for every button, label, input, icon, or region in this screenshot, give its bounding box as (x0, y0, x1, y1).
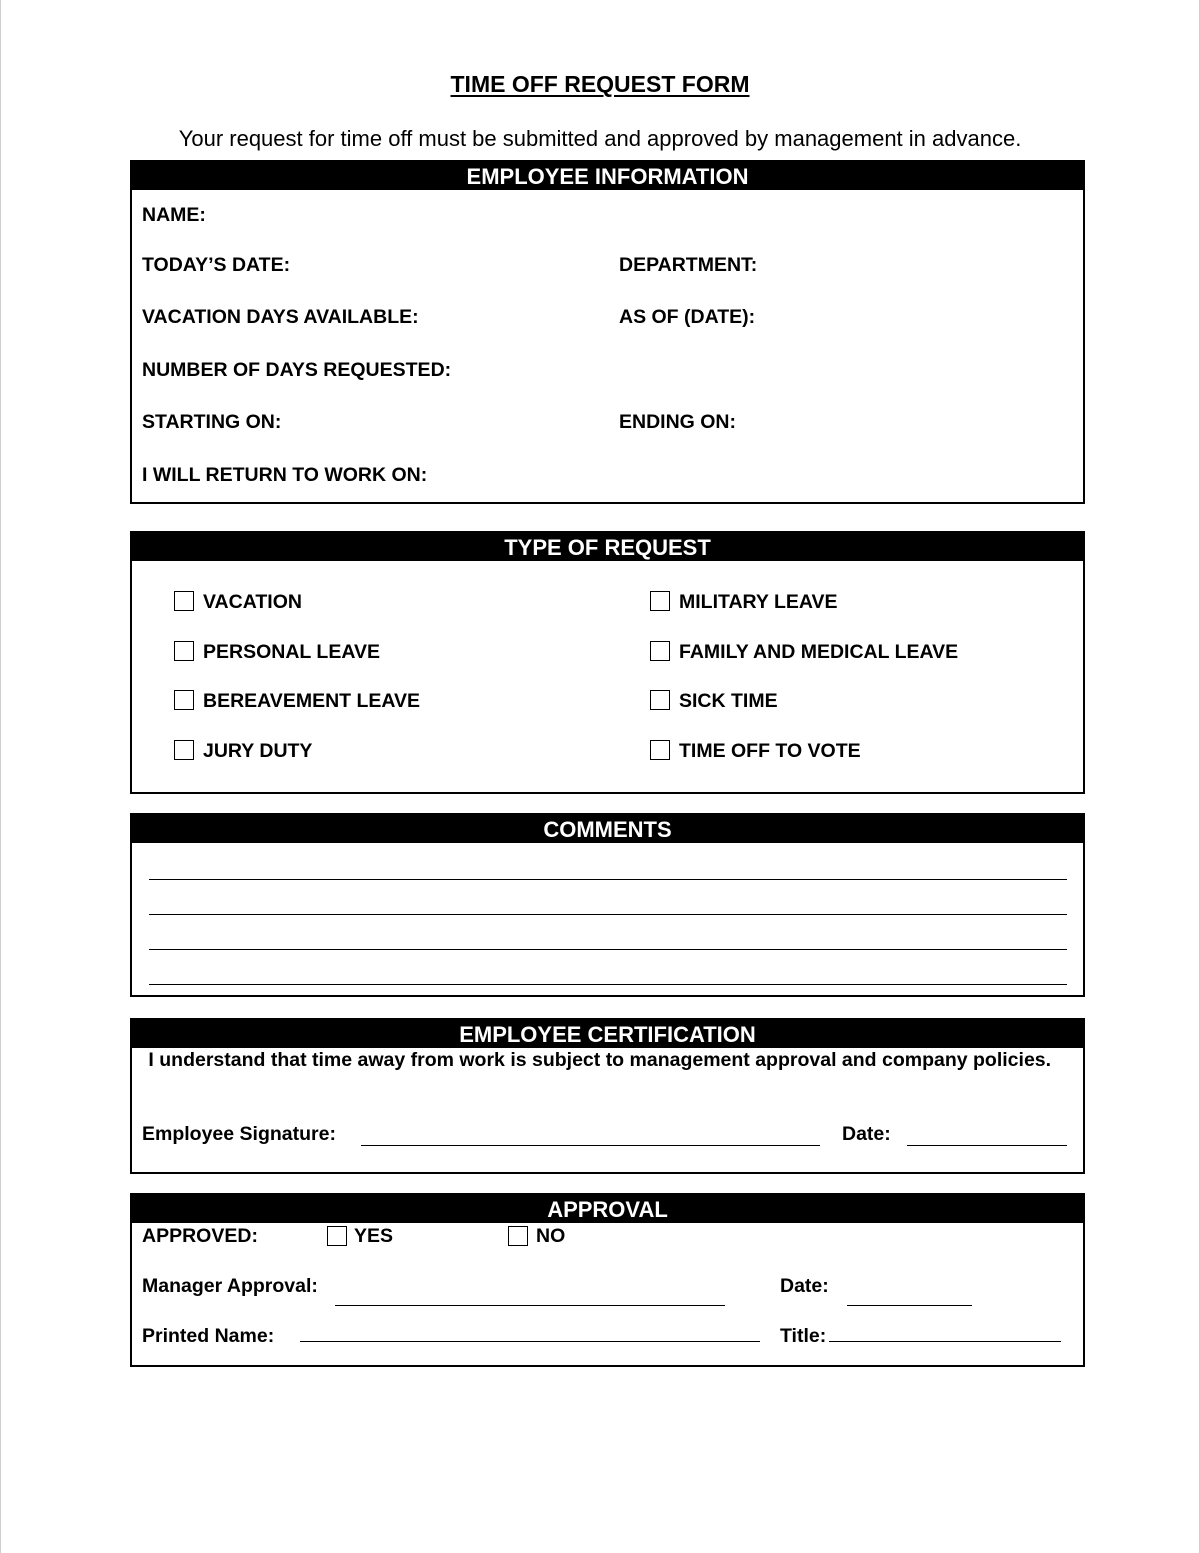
certification-statement: I understand that time away from work is subject to management approval and company policies. (148, 1049, 1052, 1071)
option-vacation-label: VACATION (203, 591, 302, 613)
option-jury-duty-label: JURY DUTY (203, 740, 313, 762)
approval-date-line[interactable] (847, 1305, 972, 1306)
comments-section (130, 813, 1085, 997)
option-bereavement-leave-label: BEREAVEMENT LEAVE (203, 690, 421, 712)
comment-line[interactable] (149, 949, 1067, 950)
yes-label: YES (354, 1225, 394, 1247)
vacation-days-field[interactable]: VACATION DAYS AVAILABLE: (142, 306, 419, 328)
approval-date-label: Date: (780, 1275, 829, 1297)
employee-certification-section (130, 1018, 1085, 1174)
days-requested-field[interactable]: NUMBER OF DAYS REQUESTED: (142, 359, 452, 381)
checkbox-no[interactable] (508, 1226, 528, 1246)
comments-header: COMMENTS (132, 815, 1083, 843)
option-personal-leave-label: PERSONAL LEAVE (203, 641, 380, 663)
employee-signature-label: Employee Signature: (142, 1123, 336, 1145)
printed-name-line[interactable] (300, 1341, 760, 1342)
form-subtitle: Your request for time off must be submitted and approved by management in advance. (178, 126, 1022, 151)
todays-date-field[interactable]: TODAY’S DATE: (142, 254, 291, 276)
title-line[interactable] (829, 1341, 1061, 1342)
manager-approval-line[interactable] (335, 1305, 725, 1306)
printed-name-label: Printed Name: (142, 1325, 275, 1347)
type-of-request-header: TYPE OF REQUEST (132, 533, 1083, 561)
checkbox-jury-duty[interactable] (174, 740, 194, 760)
approval-header: APPROVAL (132, 1195, 1083, 1223)
employee-certification-header: EMPLOYEE CERTIFICATION (132, 1020, 1083, 1048)
page-border-left (0, 0, 1, 1553)
option-time-off-to-vote-label: TIME OFF TO VOTE (679, 740, 861, 762)
title-label: Title: (780, 1325, 827, 1347)
option-military-leave-label: MILITARY LEAVE (679, 591, 838, 613)
comment-line[interactable] (149, 984, 1067, 985)
department-field[interactable]: DEPARTMENT: (619, 254, 758, 276)
employee-information-section (130, 160, 1085, 504)
checkbox-sick-time[interactable] (650, 690, 670, 710)
name-field[interactable]: NAME: (142, 204, 206, 226)
manager-approval-label: Manager Approval: (142, 1275, 318, 1297)
comment-line[interactable] (149, 879, 1067, 880)
approval-section (130, 1193, 1085, 1367)
employee-information-header: EMPLOYEE INFORMATION (132, 162, 1083, 190)
approved-label: APPROVED: (142, 1225, 258, 1247)
comment-line[interactable] (149, 914, 1067, 915)
option-family-medical-leave-label: FAMILY AND MEDICAL LEAVE (679, 641, 959, 663)
as-of-date-field[interactable]: AS OF (DATE): (619, 306, 756, 328)
checkbox-personal-leave[interactable] (174, 641, 194, 661)
checkbox-time-off-to-vote[interactable] (650, 740, 670, 760)
checkbox-military-leave[interactable] (650, 591, 670, 611)
checkbox-yes[interactable] (327, 1226, 347, 1246)
certification-date-label: Date: (842, 1123, 891, 1145)
form-title: TIME OFF REQUEST FORM (450, 71, 750, 97)
type-of-request-section (130, 531, 1085, 794)
checkbox-bereavement-leave[interactable] (174, 690, 194, 710)
option-sick-time-label: SICK TIME (679, 690, 778, 712)
no-label: NO (536, 1225, 566, 1247)
return-to-work-field[interactable]: I WILL RETURN TO WORK ON: (142, 464, 428, 486)
employee-signature-line[interactable] (361, 1145, 820, 1146)
starting-on-field[interactable]: STARTING ON: (142, 411, 282, 433)
certification-date-line[interactable] (907, 1145, 1067, 1146)
ending-on-field[interactable]: ENDING ON: (619, 411, 736, 433)
checkbox-vacation[interactable] (174, 591, 194, 611)
checkbox-family-medical-leave[interactable] (650, 641, 670, 661)
